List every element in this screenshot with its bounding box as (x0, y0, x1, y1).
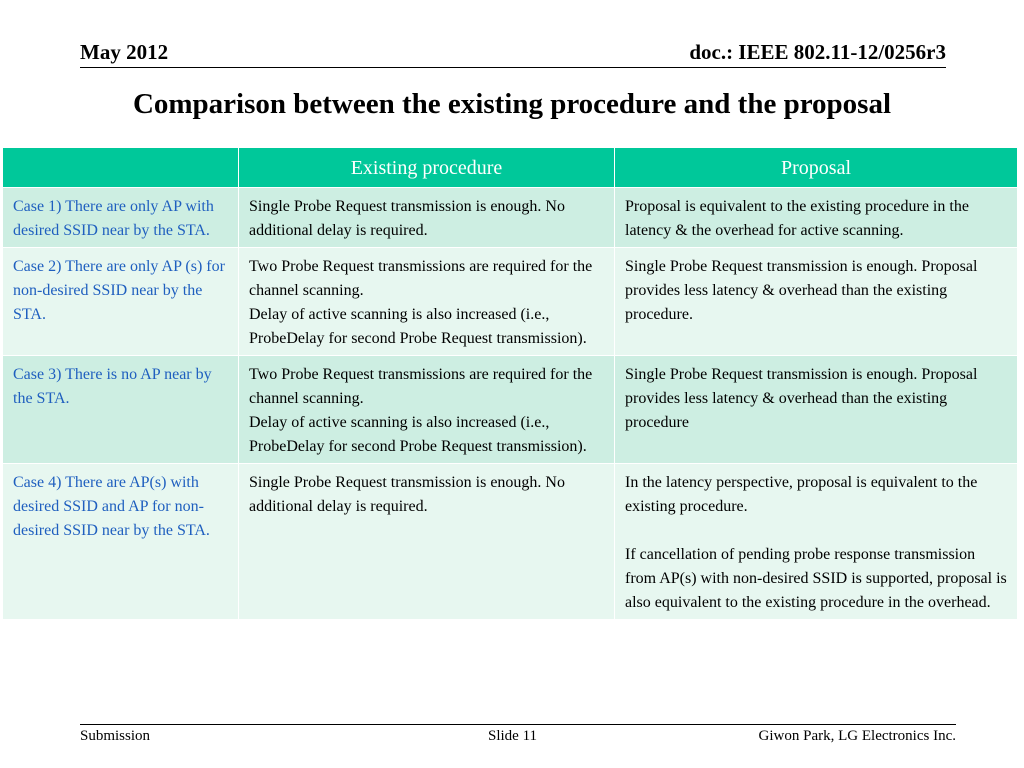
table-row (3, 188, 1018, 248)
existing-paragraph: Two Probe Request transmissions are required for the channel scanning. (249, 366, 593, 407)
proposal-paragraph: In the latency perspective, proposal is equivalent to the existing procedure. (625, 474, 978, 515)
existing-paragraph: Delay of active scanning is also increased (i.e., ProbeDelay for second Probe Request transmission). (249, 306, 587, 347)
header-divider (80, 67, 946, 68)
case-cell: Case 1) There are only AP with desired SSID near by the STA. (3, 188, 239, 248)
header-date: May 2012 (80, 40, 169, 64)
table-row (3, 464, 1018, 620)
existing-paragraph: Two Probe Request transmissions are required for the channel scanning. (249, 258, 593, 299)
existing-paragraph: Delay of active scanning is also increased (i.e., ProbeDelay for second Probe Request transmission). (249, 414, 587, 455)
case-cell: Case 4) There are AP(s) with desired SSID and AP for non-desired SSID near by the STA. (3, 464, 239, 620)
header-doc-id: doc.: IEEE 802.11-12/0256r3 (689, 40, 946, 64)
slide-title: Comparison between the existing procedure and the proposal (132, 88, 892, 120)
footer-author: Giwon Park, LG Electronics Inc. (758, 728, 956, 744)
existing-paragraph: Single Probe Request transmission is enough. No additional delay is required. (249, 198, 565, 239)
table-body (3, 188, 1018, 620)
existing-cell (239, 464, 615, 620)
table-row (3, 356, 1018, 464)
proposal-paragraph: Single Probe Request transmission is enough. Proposal provides less latency & overhead than the existing procedure. (625, 258, 978, 323)
proposal-paragraph (625, 519, 1007, 543)
proposal-cell (615, 356, 1018, 464)
header-cell-blank (3, 148, 239, 188)
case-cell: Case 2) There are only AP (s) for non-desired SSID near by the STA. (3, 248, 239, 356)
comparison-table (2, 147, 1018, 620)
existing-cell (239, 248, 615, 356)
existing-paragraph: Single Probe Request transmission is enough. No additional delay is required. (249, 474, 565, 515)
footer-divider (80, 724, 956, 725)
case-cell: Case 3) There is no AP near by the STA. (3, 356, 239, 464)
proposal-cell (615, 248, 1018, 356)
footer-submission: Submission (80, 728, 151, 744)
existing-cell (239, 356, 615, 464)
header-cell-existing: Existing procedure (239, 148, 615, 188)
table-header-row (3, 148, 1018, 188)
existing-cell (239, 188, 615, 248)
proposal-cell (615, 464, 1018, 620)
proposal-paragraph: Proposal is equivalent to the existing procedure in the latency & the overhead for active scanning. (625, 198, 969, 239)
proposal-cell (615, 188, 1018, 248)
footer-slide-number: Slide 11 (488, 728, 538, 744)
proposal-paragraph: Single Probe Request transmission is enough. Proposal provides less latency & overhead than the existing procedure (625, 366, 978, 431)
proposal-paragraph: If cancellation of pending probe response transmission from AP(s) with non-desired SSID is supported, proposal is also equivalent to the existing procedure in the overhead. (625, 546, 1007, 611)
header-cell-proposal: Proposal (615, 148, 1018, 188)
table-row (3, 248, 1018, 356)
